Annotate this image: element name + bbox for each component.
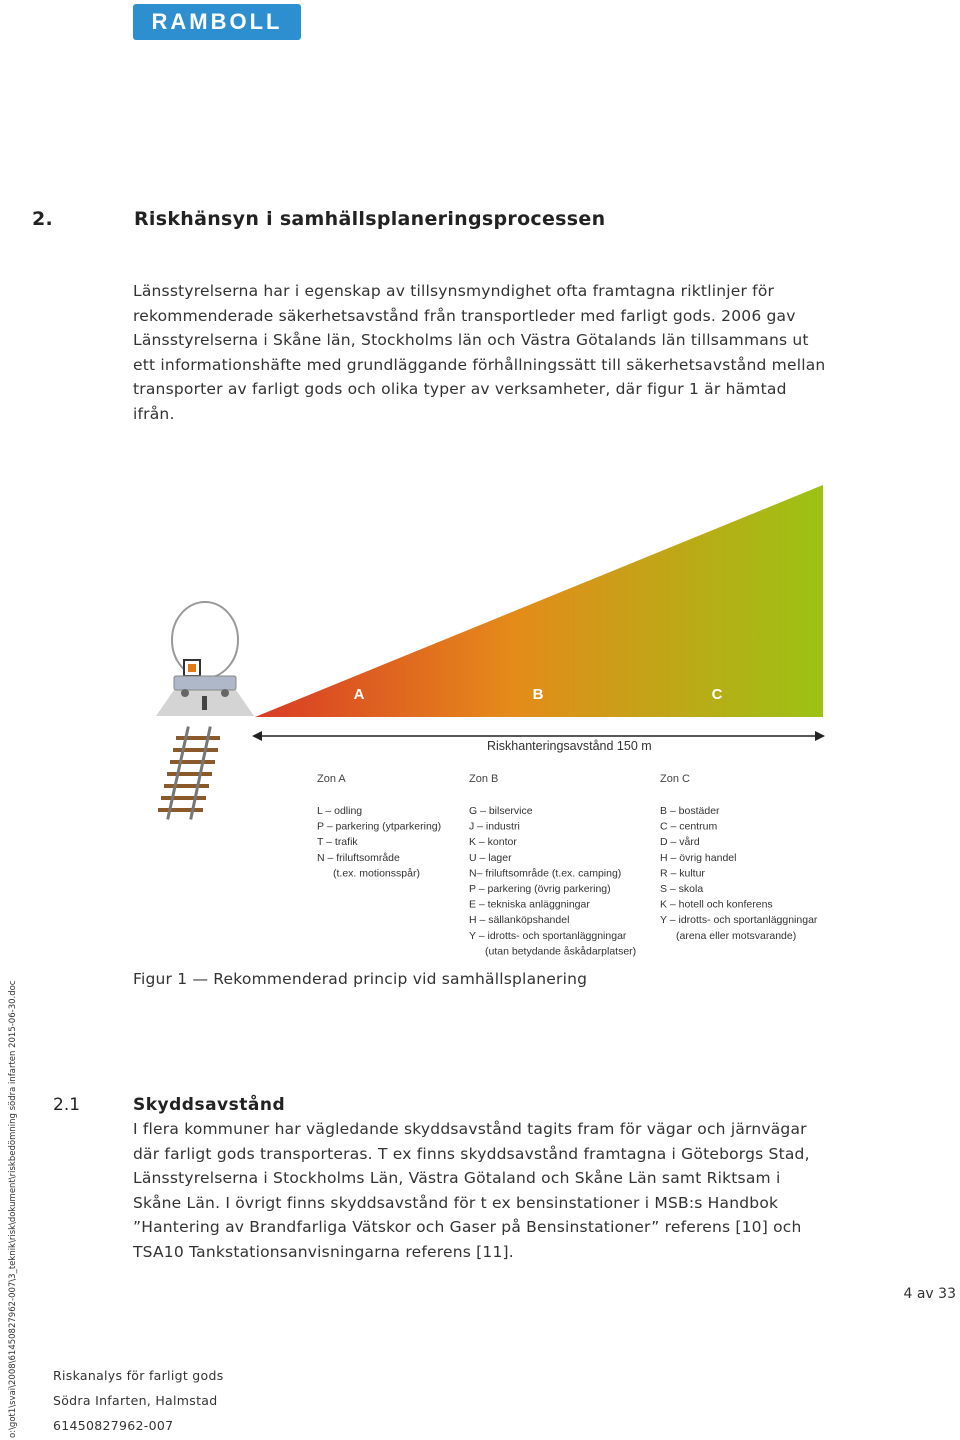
footer-line-1: Riskanalys för farligt gods [53, 1368, 224, 1383]
risk-zone-figure [130, 480, 830, 960]
section-title: Riskhänsyn i samhällsplaneringsprocessen [134, 208, 606, 230]
subsection-paragraph: I flera kommuner har vägledande skyddsavstånd tagits fram för vägar och järnvägar där farligt gods transporteras. T ex finns skyddsavstånd framtagna i Göteborgs Stad, Länsstyrelserna i Stockholms Län, Västra Götaland och Skåne Län samt Riktsam i Skåne Län. I övrigt finns skyddsavstånd för t ex bensinstationer i MSB:s Handbok ”Hantering av Brandfarliga Vätskor och Gaser på Bensinstationer” referens [10] och TSA10 Tankstationsanvisningarna referens [11]. [133, 1120, 810, 1261]
zone-item: D – vård [660, 836, 700, 849]
intro-paragraph: Länsstyrelserna har i egenskap av tillsynsmyndighet ofta framtagna riktlinjer för rekommenderade säkerhetsavstånd från transportleder med farligt gods. 2006 gav Länsstyrelserna i Skåne län, Stockholms län och Västra Götalands län tillsammans ut ett informationshäfte med grundläggande förhållningssätt till säkerhetsavstånd mellan transporter av farligt gods och olika typer av verksamheter, där figur 1 är hämtad ifrån. [133, 282, 826, 423]
zone-item: B – bostäder [660, 805, 720, 817]
footer-line-2: Södra Infarten, Halmstad [53, 1393, 218, 1408]
zone-item: C – centrum [660, 820, 718, 833]
zone-item: P – parkering (ytparkering) [317, 820, 442, 833]
zone-item: S – skola [660, 883, 704, 895]
figure-caption: Figur 1 — Rekommenderad princip vid samhällsplanering [133, 970, 588, 988]
risk-gradient-triangle [255, 485, 823, 717]
zone-item: N – friluftsområde [317, 851, 400, 864]
zone-letter-b: B [532, 686, 544, 703]
distance-label: Riskhanteringsavstånd 150 m [487, 739, 652, 753]
section-number: 2. [32, 208, 54, 230]
zone-title-0: Zon A [317, 773, 346, 785]
zone-item: H – sällanköpshandel [469, 914, 570, 927]
railway-track-icon [160, 728, 218, 818]
zone-item: (arena eller motsvarande) [676, 929, 797, 942]
zone-item: N– friluftsområde (t.ex. camping) [469, 867, 622, 880]
zone-item: G – bilservice [469, 805, 533, 817]
figure-svg [130, 480, 830, 960]
zone-item: U – lager [469, 851, 512, 864]
zone-letter-a: A [353, 686, 365, 703]
zone-item: Y – idrotts- och sportanläggningar [469, 929, 627, 942]
zone-letter-c: C [711, 686, 723, 703]
zone-item: (utan betydande åskådarplatser) [485, 945, 637, 958]
zone-title-1: Zon B [469, 773, 499, 785]
subsection-number: 2.1 [53, 1095, 81, 1115]
ramboll-logo: RAMBOLL [133, 4, 301, 40]
zone-item: K – kontor [469, 836, 517, 849]
zone-item: R – kultur [660, 867, 705, 880]
side-file-path [0, 980, 18, 1438]
zone-title-2: Zon C [660, 773, 690, 785]
zone-item: L – odling [317, 805, 363, 817]
zone-item: P – parkering (övrig parkering) [469, 883, 611, 895]
zone-item: T – trafik [317, 836, 358, 849]
zone-item: (t.ex. motionsspår) [333, 867, 420, 880]
zone-item: J – industri [469, 820, 520, 833]
zone-item: H – övrig handel [660, 851, 737, 864]
page-number: 4 av 33 [903, 1286, 956, 1302]
zone-item: K – hotell och konferens [660, 898, 773, 911]
footer-line-3: 61450827962-007 [53, 1418, 174, 1433]
tank-wagon-icon [156, 602, 254, 716]
subsection-title: Skyddsavstånd [133, 1095, 286, 1115]
side-file-path-text: o:\got1\svai\2008\61450827962-007\3_teknik\risk\dokument\riskbedömning södra infarten 2015-06-30.doc [8, 980, 18, 1438]
zone-item: E – tekniska anläggningar [469, 898, 590, 911]
zone-item: Y – idrotts- och sportanläggningar [660, 914, 818, 927]
